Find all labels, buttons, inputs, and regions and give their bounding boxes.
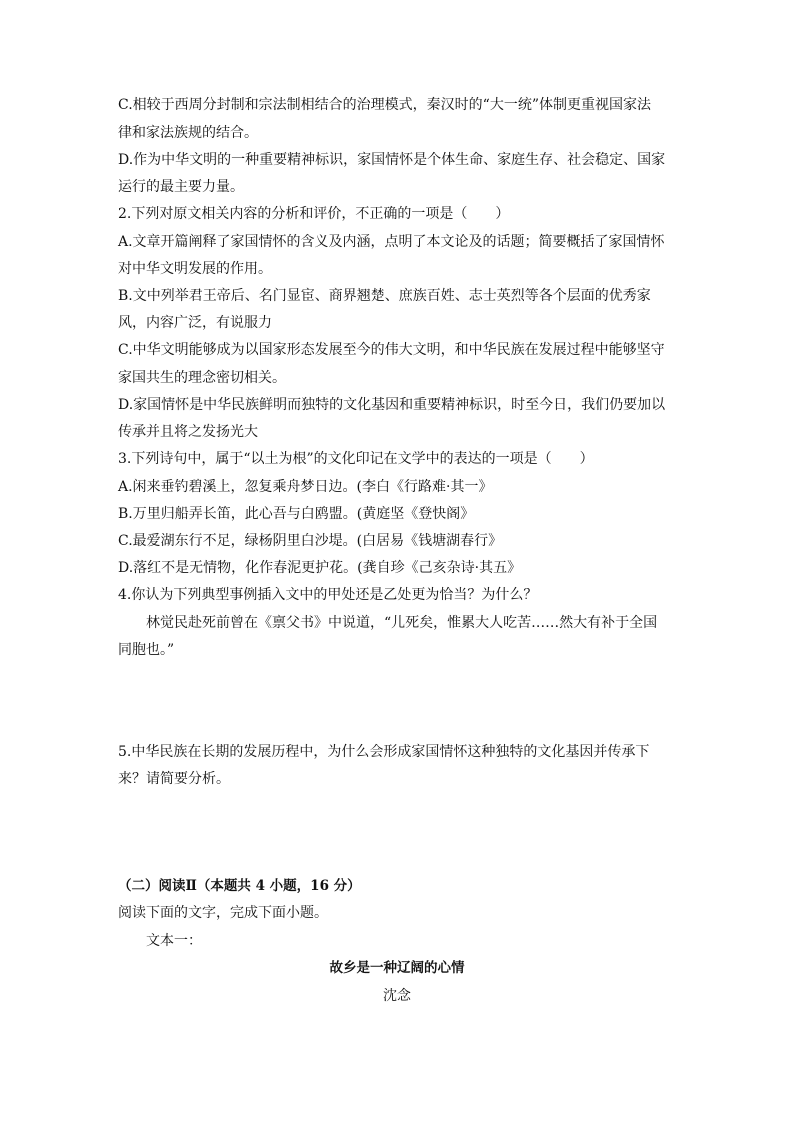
question-3-stem: 3.下列诗句中，属于“以土为根”的文化印记在文学中的表达的一项是（ ） — [118, 451, 594, 467]
q3-option-b: B.万里归船弄长笛，此心吾与白鸥盟。(黄庭坚《登快阁》 — [118, 506, 475, 522]
q3-option-c: C.最爱湖东行不足，绿杨阴里白沙堤。(白居易《钱塘湖春行》 — [118, 533, 503, 549]
q2-option-c: C.中华文明能够成为以国家形态发展至今的伟大文明，和中华民族在发展过程中能够坚守 — [118, 342, 665, 358]
q2-option-d: D.家国情怀是中华民族鲜明而独特的文化基因和重要精神标识，时至今日，我们仍要加以 — [118, 397, 666, 413]
q3-option-a: A.闲来垂钓碧溪上，忽复乘舟梦日边。(李白《行路难·其一》 — [118, 479, 493, 495]
q2-option-b-cont: 风，内容广泛，有说服力 — [118, 315, 272, 331]
reading-instruction: 阅读下面的文字，完成下面小题。 — [118, 905, 328, 921]
text-one-label: 文本一： — [146, 933, 202, 949]
q2-option-b: B.文中列举君王帝后、名门显宦、商界翘楚、庶族百姓、志士英烈等各个层面的优秀家 — [118, 288, 651, 304]
question-4-stem: 4.你认为下列典型事例插入文中的甲处还是乙处更为恰当？为什么？ — [118, 587, 538, 603]
q2-option-c-cont: 家国共生的理念密切相关。 — [118, 370, 286, 386]
q2-option-a-cont: 对中华文明发展的作用。 — [118, 261, 272, 277]
article-author: 沈念 — [383, 988, 411, 1004]
article-title: 故乡是一种辽阔的心情 — [329, 960, 465, 976]
q2-option-d-cont: 传承并且将之发扬光大 — [118, 424, 258, 440]
question-2-stem: 2.下列对原文相关内容的分析和评价，不正确的一项是（ ） — [118, 206, 510, 222]
q4-example: 林觉民赴死前曾在《禀父书》中说道，“儿死矣，惟累大人吃苦……然大有补于全国 — [146, 615, 658, 631]
section-heading: （二）阅读Ⅱ（本题共 4 小题，16 分） — [118, 878, 361, 894]
option-c-text-cont: 律和家法族规的结合。 — [118, 125, 258, 141]
q2-option-a: A.文章开篇阐释了家国情怀的含义及内涵，点明了本文论及的话题；简要概括了家国情怀 — [118, 234, 665, 250]
option-d-text-cont: 运行的最主要力量。 — [118, 179, 244, 195]
option-c-text: C.相较于西周分封制和宗法制相结合的治理模式，秦汉时的“大一统”体制更重视国家法 — [118, 97, 651, 113]
question-5-stem: 5.中华民族在长期的发展历程中，为什么会形成家国情怀这种独特的文化基因并传承下 — [118, 744, 650, 760]
question-5-stem-cont: 来？请简要分析。 — [118, 771, 230, 787]
option-d-text: D.作为中华文明的一种重要精神标识，家国情怀是个体生命、家庭生存、社会稳定、国家 — [118, 152, 666, 168]
q3-option-d: D.落红不是无情物，化作春泥更护花。(龚自珍《己亥杂诗·其五》 — [118, 560, 522, 576]
q4-example-cont: 同胞也。” — [118, 642, 175, 658]
